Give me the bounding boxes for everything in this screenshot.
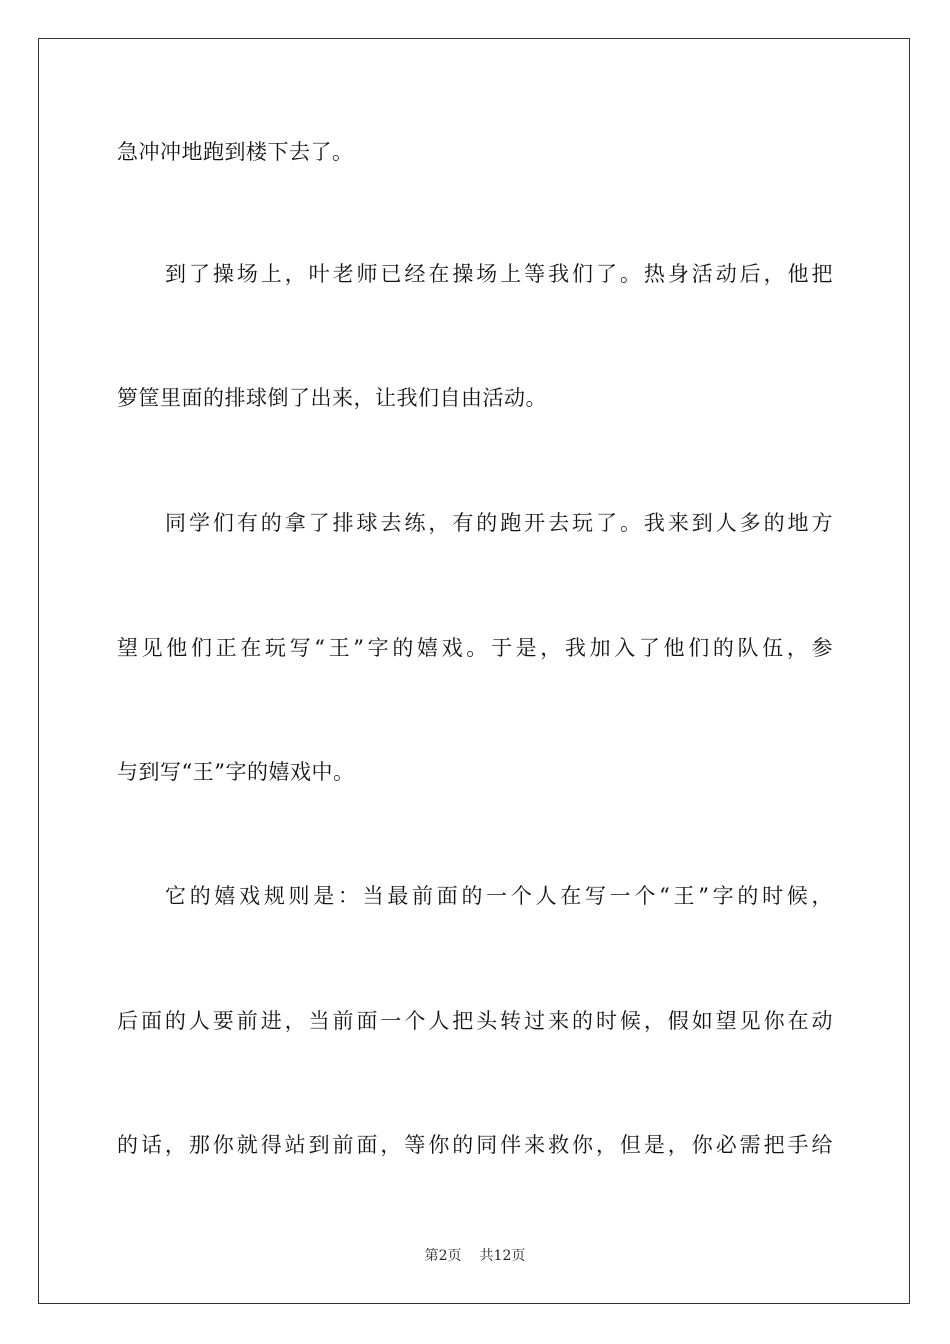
page-total: 共12页 bbox=[479, 1248, 526, 1264]
page-border bbox=[38, 38, 910, 1304]
text-line-9: 的话，那你就得站到前面，等你的同伴来救你，但是，你必需把手给 bbox=[117, 1133, 833, 1157]
text-line-5: 望见他们正在玩写“王”字的嬉戏。于是，我加入了他们的队伍，参 bbox=[117, 636, 833, 660]
text-line-6: 与到写“王”字的嬉戏中。 bbox=[117, 760, 355, 784]
text-line-8: 后面的人要前进，当前面一个人把头转过来的时候，假如望见你在动 bbox=[117, 1009, 833, 1033]
page-footer bbox=[0, 1246, 950, 1266]
text-line-3: 箩筐里面的排球倒了出来，让我们自由活动。 bbox=[117, 386, 547, 410]
text-line-2: 到了操场上，叶老师已经在操场上等我们了。热身活动后，他把 bbox=[165, 262, 833, 286]
text-line-7: 它的嬉戏规则是：当最前面的一个人在写一个“王”字的时候， bbox=[165, 884, 833, 908]
text-line-4: 同学们有的拿了排球去练，有的跑开去玩了。我来到人多的地方 bbox=[165, 511, 833, 535]
page-number: 第2页 bbox=[424, 1248, 462, 1264]
text-line-1: 急冲冲地跑到楼下去了。 bbox=[117, 140, 354, 164]
